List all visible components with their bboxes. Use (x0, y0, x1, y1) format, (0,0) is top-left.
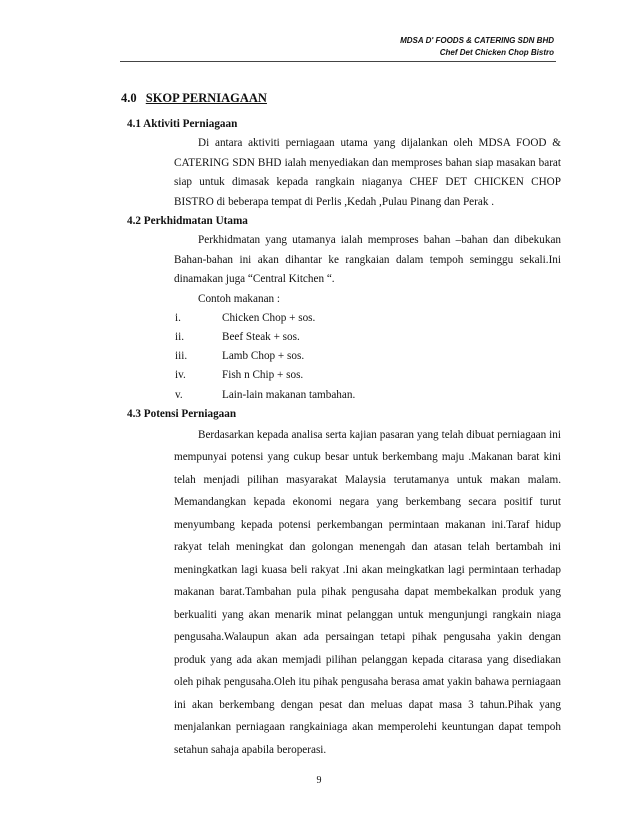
list-item-text: Lain-lain makanan tambahan. (222, 388, 356, 401)
list-item-text: Beef Steak + sos. (222, 330, 300, 343)
list-item-text: Fish n Chip + sos. (222, 369, 304, 382)
header-brand: Chef Det Chicken Chop Bistro (439, 48, 554, 57)
subsection-heading-4-1: 4.1 Aktiviti Perniagaan (127, 118, 238, 130)
section-number: 4.0 (121, 91, 137, 105)
list-item-number: v. (175, 388, 183, 401)
list-intro: Contoh makanan : (198, 292, 281, 305)
header-rule (120, 61, 556, 62)
page-header (400, 35, 554, 59)
subsection-heading-4-2: 4.2 Perkhidmatan Utama (127, 215, 248, 227)
paragraph-4-1: Di antara aktiviti perniagaan utama yang dijalankan oleh MDSA FOOD & CATERING SDN BHD ialah menyediakan dan memproses bahan siap masakan barat siap untuk dimasak kepada rangkain niaganya CHEF DET CHICKEN CHOP BISTRO di beberapa tempat di Perlis ,Kedah ,Pulau Pinang dan Perak . (174, 137, 561, 208)
subsection-heading-4-3: 4.3 Potensi Perniagaan (127, 407, 237, 420)
list-item (175, 347, 561, 366)
paragraph-4-2: Perkhidmatan yang utamanya ialah memproses bahan –bahan dan dibekukan Bahan-bahan ini akan dihantar ke rangkaian dalam tempoh seminggu sekali.Ini dinamakan juga “Central Kitchen “. (174, 234, 561, 285)
list-item-text: Lamb Chop + sos. (222, 350, 305, 363)
section-title: SKOP PERNIAGAAN (145, 91, 267, 105)
list-item-number: iv. (175, 369, 186, 382)
list-item-number: iii. (175, 350, 188, 363)
list-item (175, 386, 561, 405)
list-item (175, 328, 561, 347)
paragraph-4-3: Berdasarkan kepada analisa serta kajian pasaran yang telah dibuat perniagaan ini mempunyai potensi yang cukup besar untuk berkembang maju .Makanan barat kini telah menjadi pilihan masyarakat Malaysia terutamanya untuk makan malam. Memandangkan kepada ekonomi negara yang berkembang secara positif turut menyumbang kepada potensi perkembangan permintaan makanan ini.Taraf hidup rakyat telah meningkat dan golongan menengah dan atasan telah bertambah ini meningkatkan lagi kuasa beli rakyat .Ini akan meingkatkan lagi permintaan terhadap makanan barat.Tambahan pula pihak pengusaha dapat membekalkan produk yang berkualiti yang akan menarik minat pelanggan untuk mengunjungi rangkain niaga pengusaha.Walaupun akan ada persaingan tetapi pihak pengusaha yakin dengan produk yang ada akan memjadi pilihan pelanggan kepada citarasa yang disediakan oleh pihak pengusaha.Oleh itu pihak pengusaha berasa amat yakin bahawa perniagaan ini akan berkembang dengan pesat dan meluas dapat masa 3 tahun.Pihak yang menjalankan perniagaan rangkainiaga akan memperolehi keuntungan dapat tempoh setahun sahaja apabila beroperasi. (174, 428, 561, 756)
list-item (175, 366, 561, 385)
list-item (175, 309, 561, 328)
document-body (121, 91, 561, 761)
list-item-text: Chicken Chop + sos. (222, 311, 316, 324)
list-item-number: i. (175, 311, 181, 324)
page-number: 9 (316, 775, 322, 786)
list-item-number: ii. (175, 330, 185, 343)
header-company: MDSA D' FOODS & CATERING SDN BHD (400, 36, 554, 45)
section-heading (121, 91, 561, 106)
food-list (175, 309, 561, 405)
